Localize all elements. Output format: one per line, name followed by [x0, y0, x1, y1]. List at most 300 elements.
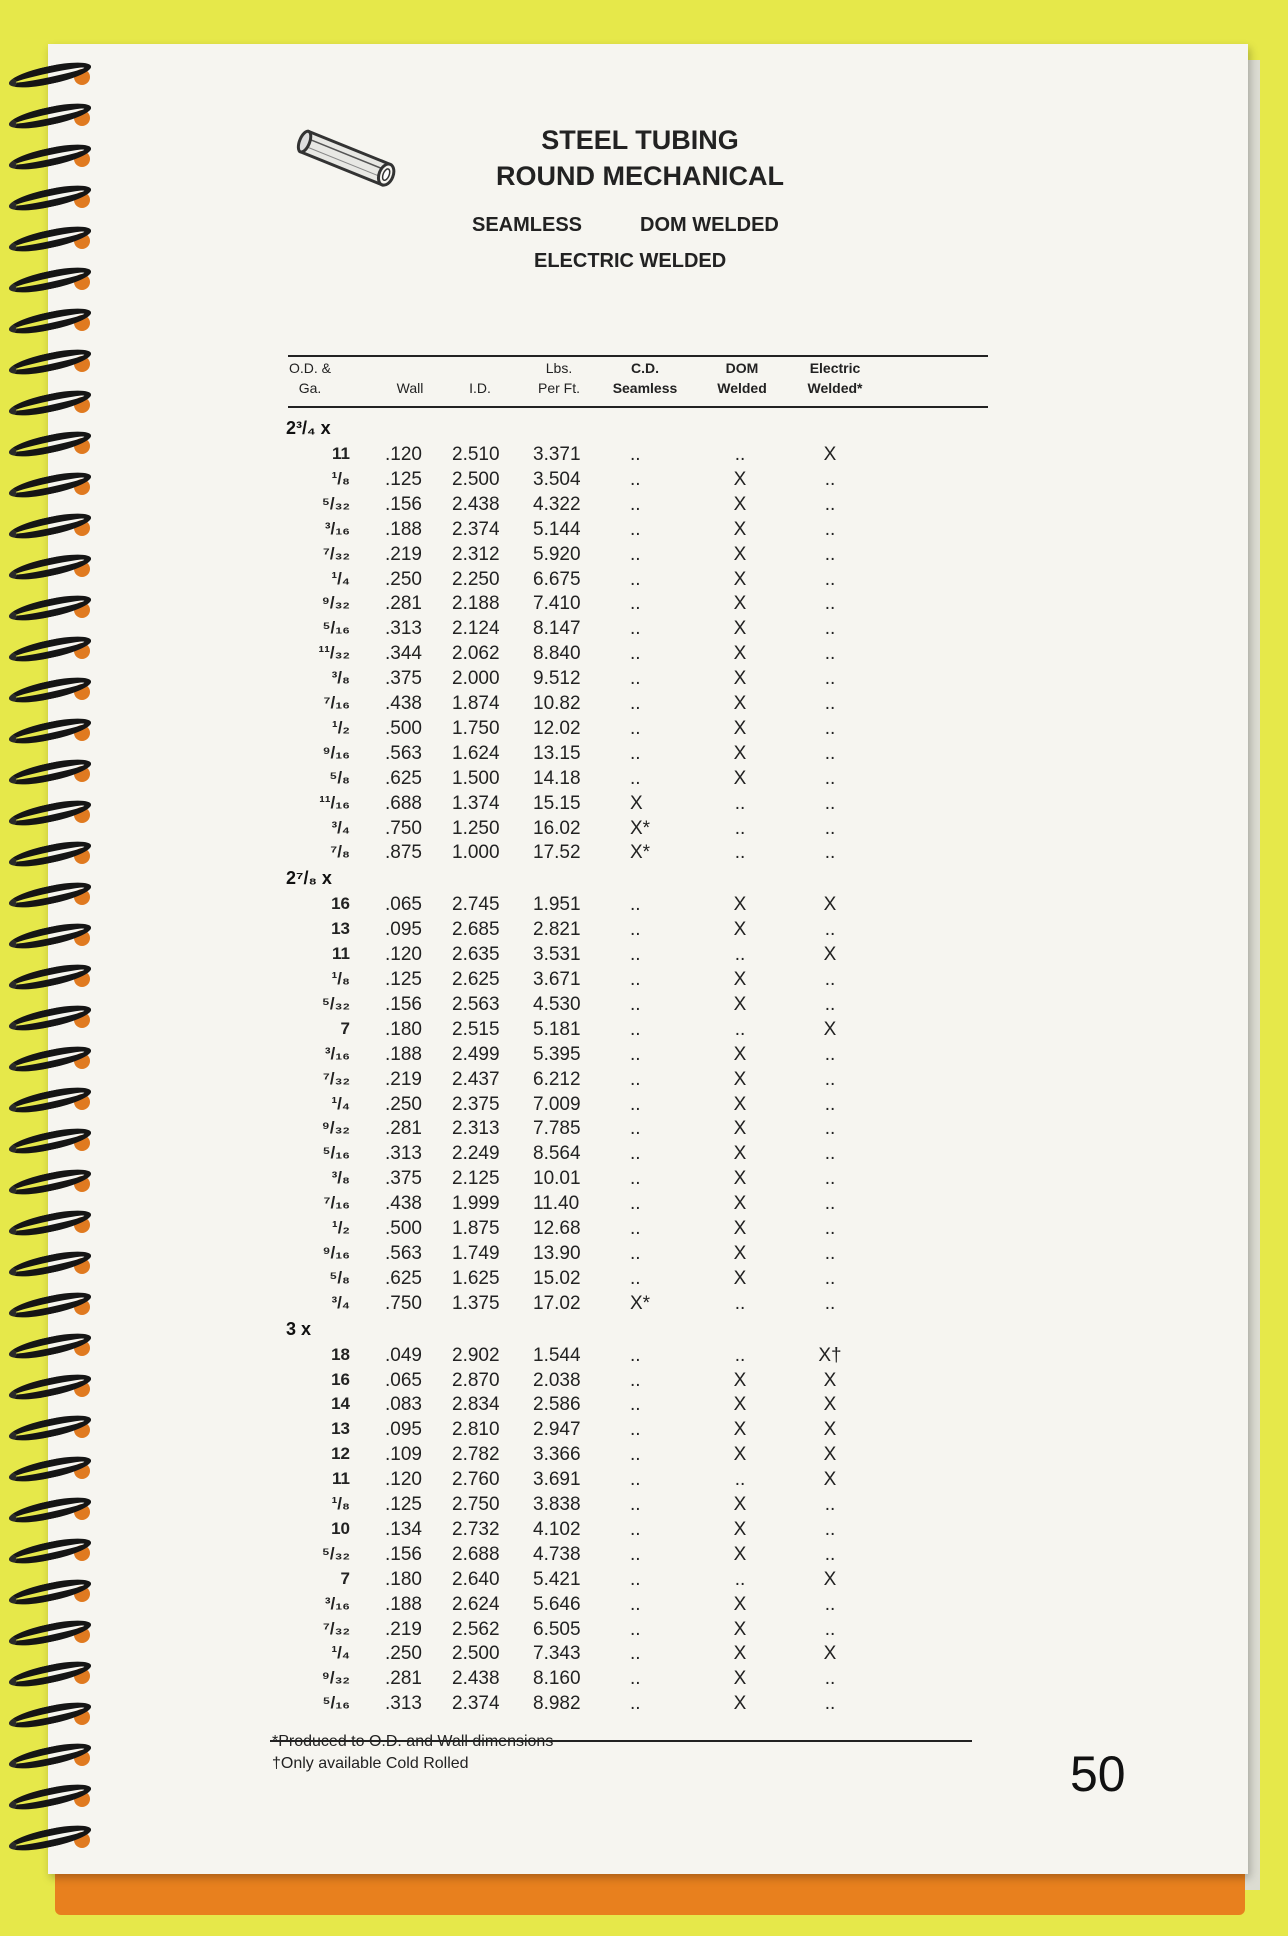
- wall-cell: .065: [385, 894, 422, 916]
- dom-welded-cell: X: [733, 1394, 747, 1416]
- lbs-per-ft-cell: 12.02: [533, 717, 581, 739]
- header-electric: Electric: [809, 360, 861, 376]
- table-row: [0, 519, 1288, 544]
- gauge-cell: ¹/₂: [332, 1218, 350, 1237]
- gauge-cell: ⁹/₁₆: [322, 742, 350, 762]
- gauge-cell: ⁵/₁₆: [322, 1693, 350, 1713]
- od-group-heading: 3 x: [286, 1318, 312, 1339]
- cd-seamless-cell: ..: [630, 742, 641, 764]
- dom-welded-cell: X: [733, 1518, 747, 1540]
- gauge-cell: 16: [331, 894, 350, 914]
- electric-welded-cell: X: [823, 1394, 837, 1416]
- lbs-per-ft-cell: 7.410: [533, 593, 581, 615]
- id-cell: 1.250: [452, 817, 500, 839]
- coil-wire: [7, 57, 93, 92]
- id-cell: 2.760: [452, 1469, 500, 1491]
- lbs-per-ft-cell: 11.40: [533, 1193, 580, 1215]
- wall-cell: .120: [385, 444, 422, 465]
- electric-welded-cell: X: [823, 1469, 837, 1491]
- gauge-cell: ⁷/₃₂: [322, 1618, 350, 1638]
- table-row: [0, 1218, 1288, 1243]
- lbs-per-ft-cell: 4.738: [533, 1543, 581, 1565]
- wall-cell: .313: [385, 1143, 422, 1165]
- gauge-cell: ⁹/₃₂: [321, 1668, 350, 1688]
- cd-seamless-cell: ..: [630, 894, 641, 916]
- electric-welded-cell: ..: [824, 643, 836, 665]
- dom-welded-cell: X: [733, 693, 747, 714]
- gauge-cell: 14: [331, 1394, 350, 1414]
- id-cell: 2.374: [452, 518, 500, 540]
- wall-cell: .120: [385, 944, 422, 966]
- table-row: [0, 1143, 1288, 1168]
- id-cell: 2.635: [452, 944, 500, 966]
- gauge-cell: ⁹/₃₂: [321, 593, 350, 613]
- dom-welded-cell: X: [733, 1643, 747, 1665]
- id-cell: 2.000: [452, 668, 500, 690]
- table-row: [0, 643, 1288, 668]
- wall-cell: .065: [385, 1369, 422, 1391]
- gauge-cell: ⁷/₈: [330, 842, 350, 862]
- dom-welded-cell: ..: [734, 944, 746, 966]
- lbs-per-ft-cell: 2.947: [533, 1419, 581, 1441]
- cd-seamless-cell: ..: [630, 717, 641, 739]
- wall-cell: .375: [385, 668, 422, 690]
- cd-seamless-cell: X*: [630, 817, 651, 839]
- cd-seamless-cell: ..: [630, 1093, 641, 1115]
- wall-cell: .438: [385, 1193, 422, 1215]
- gauge-cell: ⁵/₁₆: [322, 618, 350, 638]
- wall-cell: .049: [385, 1344, 422, 1366]
- id-cell: 1.999: [452, 1193, 500, 1215]
- table-row: [0, 469, 1288, 494]
- lbs-per-ft-cell: 15.02: [533, 1267, 581, 1289]
- table-row: [0, 1268, 1288, 1293]
- gauge-cell: ¹¹/₃₂: [318, 643, 350, 663]
- cd-seamless-cell: ..: [630, 1018, 641, 1040]
- table-row: [0, 693, 1288, 718]
- cd-seamless-cell: ..: [630, 593, 641, 615]
- electric-welded-cell: ..: [824, 1518, 836, 1540]
- dom-welded-cell: X: [733, 1444, 747, 1466]
- header-dom-welded: [700, 358, 784, 398]
- header-welded-star: Welded*: [807, 380, 863, 396]
- cd-seamless-cell: ..: [630, 969, 641, 990]
- id-cell: 1.625: [452, 1267, 500, 1289]
- dom-welded-cell: X: [733, 1118, 747, 1140]
- dom-welded-cell: X: [733, 1093, 747, 1115]
- coil-wire: [7, 98, 93, 133]
- wall-cell: .188: [385, 518, 422, 540]
- wall-cell: .095: [385, 919, 422, 941]
- electric-welded-cell: X: [823, 1643, 837, 1665]
- gauge-cell: 7: [340, 1018, 350, 1038]
- dom-welded-cell: X: [733, 1218, 747, 1239]
- table-row: [0, 768, 1288, 793]
- electric-welded-cell: ..: [824, 568, 836, 590]
- gauge-cell: ⁵/₃₂: [321, 993, 350, 1013]
- wall-cell: .083: [385, 1394, 422, 1416]
- electric-welded-cell: ..: [824, 1193, 836, 1215]
- lbs-per-ft-cell: 2.821: [533, 919, 581, 941]
- coil-wire: [7, 139, 93, 174]
- id-cell: 1.874: [452, 693, 500, 714]
- spiral-coil: [8, 306, 96, 336]
- spiral-coil: [8, 265, 96, 295]
- gauge-cell: ¹/₈: [331, 969, 350, 988]
- gauge-cell: ¹/₈: [331, 1494, 350, 1513]
- gauge-cell: ¹/₂: [332, 717, 350, 737]
- wall-cell: .120: [385, 1469, 422, 1491]
- dom-welded-cell: X: [733, 468, 747, 490]
- subtitle-seamless: SEAMLESS: [472, 214, 583, 236]
- cd-seamless-cell: ..: [630, 1168, 641, 1190]
- cd-seamless-cell: ..: [630, 1518, 641, 1540]
- dom-welded-cell: X: [733, 543, 747, 565]
- id-cell: 1.749: [452, 1242, 500, 1264]
- cd-seamless-cell: ..: [630, 1193, 641, 1215]
- electric-welded-cell: X: [823, 944, 837, 966]
- subtitle-electric-welded: ELECTRIC WELDED: [534, 250, 727, 272]
- wall-cell: .750: [385, 817, 422, 839]
- electric-welded-cell: ..: [824, 1218, 836, 1239]
- dom-welded-cell: X: [733, 1043, 747, 1065]
- table-row: [0, 743, 1288, 768]
- cd-seamless-cell: ..: [630, 468, 641, 490]
- footnote-cold-rolled: †Only available Cold Rolled: [272, 1755, 469, 1772]
- wall-cell: .563: [385, 1242, 422, 1264]
- table-row: [0, 1044, 1288, 1069]
- cd-seamless-cell: ..: [630, 1267, 641, 1289]
- electric-welded-cell: ..: [824, 993, 836, 1015]
- wall-cell: .250: [385, 568, 422, 590]
- cd-seamless-cell: ..: [630, 444, 641, 465]
- gauge-cell: 13: [331, 1419, 350, 1439]
- header-bottom-rule: [288, 406, 988, 408]
- dom-welded-cell: X: [733, 568, 747, 590]
- gauge-cell: ⁹/₁₆: [322, 1242, 350, 1262]
- spiral-coil: [8, 142, 96, 172]
- id-cell: 2.515: [452, 1018, 500, 1040]
- cd-seamless-cell: ..: [630, 518, 641, 540]
- dom-welded-cell: X: [733, 593, 747, 615]
- wall-cell: .313: [385, 1693, 422, 1715]
- lbs-per-ft-cell: 16.02: [533, 817, 581, 839]
- electric-welded-cell: X†: [818, 1344, 842, 1366]
- wall-cell: .500: [385, 717, 422, 739]
- electric-welded-cell: ..: [824, 842, 836, 864]
- lbs-per-ft-cell: 4.102: [533, 1518, 581, 1540]
- header-ga: Ga.: [298, 380, 322, 396]
- dom-welded-cell: X: [733, 717, 747, 739]
- electric-welded-cell: X: [823, 894, 837, 916]
- id-cell: 2.510: [452, 444, 500, 465]
- id-cell: 1.624: [452, 742, 500, 764]
- table-row: [0, 593, 1288, 618]
- header-electric-welded: [790, 358, 880, 398]
- cd-seamless-cell: ..: [630, 1568, 641, 1590]
- id-cell: 2.625: [452, 969, 500, 990]
- coil-wire: [7, 180, 93, 215]
- table-row: [0, 1293, 1288, 1318]
- wall-cell: .219: [385, 543, 422, 565]
- dom-welded-cell: ..: [734, 444, 746, 465]
- id-cell: 2.500: [452, 1643, 500, 1665]
- dom-welded-cell: X: [733, 1242, 747, 1264]
- electric-welded-cell: ..: [824, 817, 836, 839]
- electric-welded-cell: ..: [824, 1593, 836, 1615]
- gauge-cell: 11: [332, 944, 350, 964]
- electric-welded-cell: ..: [824, 668, 836, 690]
- id-cell: 2.438: [452, 493, 500, 515]
- cd-seamless-cell: ..: [630, 1043, 641, 1065]
- id-cell: 1.875: [452, 1218, 500, 1239]
- gauge-cell: ¹/₈: [331, 468, 350, 488]
- header-lbs: Lbs.: [545, 360, 573, 376]
- table-row: [0, 668, 1288, 693]
- dom-welded-cell: X: [733, 894, 747, 916]
- gauge-cell: ⁵/₃₂: [321, 1543, 350, 1563]
- gauge-cell: ⁵/₈: [329, 767, 350, 787]
- lbs-per-ft-cell: 4.322: [533, 493, 581, 515]
- electric-welded-cell: ..: [824, 742, 836, 764]
- gauge-cell: ⁵/₈: [329, 1267, 350, 1287]
- gauge-cell: ⁷/₃₂: [322, 1068, 350, 1088]
- cd-seamless-cell: ..: [630, 1643, 641, 1665]
- electric-welded-cell: ..: [824, 618, 836, 640]
- dom-welded-cell: ..: [734, 792, 746, 814]
- cd-seamless-cell: ..: [630, 1143, 641, 1165]
- table-row: [0, 1444, 1288, 1469]
- gauge-cell: ³/₁₆: [324, 1043, 350, 1063]
- lbs-per-ft-cell: 3.504: [533, 468, 581, 490]
- electric-welded-cell: ..: [824, 693, 836, 714]
- id-cell: 2.688: [452, 1543, 500, 1565]
- wall-cell: .500: [385, 1218, 422, 1239]
- table-row: [0, 944, 1288, 969]
- dom-welded-cell: X: [733, 1543, 747, 1565]
- wall-cell: .625: [385, 1267, 422, 1289]
- table-row: [0, 1619, 1288, 1644]
- cd-seamless-cell: ..: [630, 1618, 641, 1640]
- electric-welded-cell: ..: [824, 493, 836, 515]
- id-cell: 2.124: [452, 618, 500, 640]
- lbs-per-ft-cell: 7.009: [533, 1093, 581, 1115]
- table-row: [0, 1594, 1288, 1619]
- wall-cell: .219: [385, 1068, 422, 1090]
- table-row: [0, 894, 1288, 919]
- wall-cell: .313: [385, 618, 422, 640]
- coil-wire: [7, 303, 93, 338]
- id-cell: 2.834: [452, 1394, 500, 1416]
- spiral-coil: [8, 60, 96, 90]
- gauge-cell: ¹/₄: [331, 1643, 350, 1663]
- header-cd: C.D.: [631, 360, 659, 376]
- lbs-per-ft-cell: 3.371: [533, 444, 581, 465]
- od-group-heading: 2⁷/₈ x: [286, 868, 332, 889]
- wall-cell: .750: [385, 1292, 422, 1314]
- electric-welded-cell: X: [823, 1444, 837, 1466]
- dom-welded-cell: X: [733, 993, 747, 1015]
- table-row: [0, 1668, 1288, 1693]
- wall-cell: .095: [385, 1419, 422, 1441]
- table-row: [0, 1019, 1288, 1044]
- table-row: [0, 1243, 1288, 1268]
- cd-seamless-cell: ..: [630, 1242, 641, 1264]
- id-cell: 1.750: [452, 717, 500, 739]
- dom-welded-cell: ..: [734, 1018, 746, 1040]
- header-od-ga: [280, 358, 340, 398]
- lbs-per-ft-cell: 12.68: [533, 1218, 581, 1239]
- lbs-per-ft-cell: 5.421: [533, 1568, 581, 1590]
- gauge-cell: 12: [331, 1444, 350, 1464]
- wall-cell: .156: [385, 993, 422, 1015]
- wall-cell: .109: [385, 1444, 422, 1466]
- table-row: [0, 1693, 1288, 1718]
- cd-seamless-cell: ..: [630, 1218, 641, 1239]
- lbs-per-ft-cell: 7.785: [533, 1118, 581, 1140]
- lbs-per-ft-cell: 13.15: [533, 742, 581, 764]
- id-cell: 2.375: [452, 1093, 500, 1115]
- gauge-cell: 16: [331, 1369, 350, 1389]
- cd-seamless-cell: ..: [630, 493, 641, 515]
- table-row: [0, 818, 1288, 843]
- table-row: [0, 994, 1288, 1019]
- cd-seamless-cell: ..: [630, 1668, 641, 1690]
- gauge-cell: ¹/₄: [331, 568, 350, 588]
- wall-cell: .250: [385, 1093, 422, 1115]
- page-number: 50: [1070, 1746, 1126, 1802]
- electric-welded-cell: ..: [824, 792, 836, 814]
- lbs-per-ft-cell: 2.586: [533, 1394, 581, 1416]
- lbs-per-ft-cell: 15.15: [533, 792, 581, 814]
- cd-seamless-cell: X*: [630, 1292, 651, 1314]
- wall-cell: .625: [385, 767, 422, 789]
- electric-welded-cell: ..: [824, 1043, 836, 1065]
- table-row: [0, 1370, 1288, 1395]
- id-cell: 2.249: [452, 1143, 500, 1165]
- id-cell: 2.782: [452, 1444, 500, 1466]
- wall-cell: .344: [385, 643, 422, 665]
- id-cell: 2.685: [452, 919, 500, 941]
- cd-seamless-cell: ..: [630, 1419, 641, 1441]
- lbs-per-ft-cell: 3.366: [533, 1444, 581, 1466]
- lbs-per-ft-cell: 8.564: [533, 1143, 581, 1165]
- dom-welded-cell: ..: [734, 1344, 746, 1366]
- cd-seamless-cell: ..: [630, 1494, 641, 1515]
- table-row: [0, 718, 1288, 743]
- wall-cell: .219: [385, 1618, 422, 1640]
- id-cell: 2.500: [452, 468, 500, 490]
- electric-welded-cell: ..: [824, 969, 836, 990]
- footnote-produced: *Produced to O.D. and Wall dimensions: [272, 1733, 554, 1750]
- coil-wire: [7, 385, 93, 420]
- dom-welded-cell: X: [733, 742, 747, 764]
- lbs-per-ft-cell: 9.512: [533, 668, 581, 690]
- electric-welded-cell: X: [823, 1568, 837, 1590]
- table-row: [0, 1419, 1288, 1444]
- dom-welded-cell: ..: [734, 1568, 746, 1590]
- table-row: [0, 969, 1288, 994]
- lbs-per-ft-cell: 5.144: [533, 518, 581, 540]
- cd-seamless-cell: ..: [630, 668, 641, 690]
- electric-welded-cell: X: [823, 1419, 837, 1441]
- id-cell: 2.062: [452, 643, 500, 665]
- lbs-per-ft-cell: 3.838: [533, 1494, 581, 1515]
- id-cell: 2.125: [452, 1168, 500, 1190]
- id-cell: 2.499: [452, 1043, 500, 1065]
- id-cell: 1.374: [452, 792, 500, 814]
- id-cell: 2.250: [452, 568, 500, 590]
- table-row: [0, 1519, 1288, 1544]
- cd-seamless-cell: ..: [630, 1469, 641, 1491]
- lbs-per-ft-cell: 5.395: [533, 1043, 581, 1065]
- electric-welded-cell: ..: [824, 919, 836, 941]
- gauge-cell: 13: [331, 919, 350, 939]
- id-cell: 2.750: [452, 1494, 500, 1515]
- spiral-coil: [8, 101, 96, 131]
- dom-welded-cell: ..: [734, 1292, 746, 1314]
- electric-welded-cell: ..: [824, 1143, 836, 1165]
- id-cell: 2.374: [452, 1693, 500, 1715]
- table-row: [0, 1494, 1288, 1519]
- wall-cell: .156: [385, 493, 422, 515]
- table-row: [0, 1569, 1288, 1594]
- wall-cell: .563: [385, 742, 422, 764]
- spiral-coil: [8, 388, 96, 418]
- wall-cell: .125: [385, 468, 422, 490]
- lbs-per-ft-cell: 3.671: [533, 969, 581, 990]
- dom-welded-cell: X: [733, 1693, 747, 1715]
- electric-welded-cell: ..: [824, 1668, 836, 1690]
- cd-seamless-cell: ..: [630, 993, 641, 1015]
- spiral-coil: [8, 347, 96, 377]
- lbs-per-ft-cell: 5.181: [533, 1018, 581, 1040]
- coil-wire: [7, 262, 93, 297]
- cd-seamless-cell: ..: [630, 1444, 641, 1466]
- gauge-cell: ³/₄: [331, 817, 350, 837]
- lbs-per-ft-cell: 10.82: [533, 693, 581, 714]
- table-row: [0, 1094, 1288, 1119]
- spiral-coil: [8, 1782, 96, 1812]
- id-cell: 2.732: [452, 1518, 500, 1540]
- cd-seamless-cell: ..: [630, 1118, 641, 1140]
- table-row: [0, 1069, 1288, 1094]
- cd-seamless-cell: ..: [630, 1068, 641, 1090]
- od-group-heading: 2³/₄ x: [286, 418, 331, 438]
- dom-welded-cell: X: [733, 518, 747, 540]
- lbs-per-ft-cell: 3.691: [533, 1469, 581, 1491]
- spiral-coil: [8, 1823, 96, 1853]
- table-row: [0, 444, 1288, 469]
- wall-cell: .188: [385, 1043, 422, 1065]
- cd-seamless-cell: ..: [630, 1543, 641, 1565]
- dom-welded-cell: X: [733, 1494, 747, 1515]
- electric-welded-cell: ..: [824, 543, 836, 565]
- dom-welded-cell: X: [733, 1168, 747, 1190]
- cd-seamless-cell: ..: [630, 1344, 641, 1366]
- table-row: [0, 618, 1288, 643]
- lbs-per-ft-cell: 6.505: [533, 1618, 581, 1640]
- wall-cell: .438: [385, 693, 422, 714]
- lbs-per-ft-cell: 6.212: [533, 1068, 581, 1090]
- table-row: [0, 793, 1288, 818]
- lbs-per-ft-cell: 8.840: [533, 643, 581, 665]
- electric-welded-cell: ..: [824, 1494, 836, 1515]
- electric-welded-cell: ..: [824, 1068, 836, 1090]
- subtitle-dom-welded: DOM WELDED: [640, 214, 779, 236]
- dom-welded-cell: X: [733, 767, 747, 789]
- electric-welded-cell: X: [823, 1369, 837, 1391]
